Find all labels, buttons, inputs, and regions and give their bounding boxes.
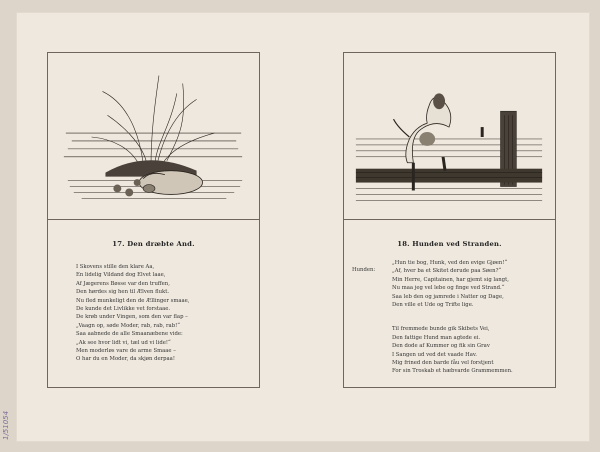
verse-line: „Af, hver ba et Skitet derude paa Søen?“ bbox=[392, 268, 502, 275]
inventory-mark: 1/51054 bbox=[2, 410, 10, 440]
verse-line: Nu fled munkeligt den de Ællinger smaae, bbox=[76, 297, 190, 304]
verse-line: O har du en Moder, da skjøn derpaa! bbox=[76, 356, 175, 363]
verse-line: Den ville et Ude og Trifte lige. bbox=[392, 301, 474, 308]
speaker-label: Hunden: bbox=[352, 267, 376, 273]
verse-line: For sin Troskab et hæbvarde Grammemmen. bbox=[392, 368, 513, 375]
dog-illustration bbox=[344, 53, 555, 220]
panel-dead-duck bbox=[47, 52, 260, 388]
verse-line: Men moderløs vare de arme Smaae – bbox=[76, 347, 176, 354]
verse-line: I Skovens stille den klare Aa, bbox=[76, 264, 155, 270]
print-sheet bbox=[16, 12, 590, 442]
poem-verse bbox=[76, 263, 190, 364]
verse-line: Saa aabnede de alle Smaanæbene vide: bbox=[76, 331, 183, 338]
verse-line: Saa leb den og jamrede i Natter og Dage, bbox=[392, 293, 504, 300]
verse-line: „Vaagn op, søde Moder, rab, rab, rab!“ bbox=[76, 322, 180, 329]
dog-engraving bbox=[344, 53, 555, 219]
verse-line: „Ak see hvor lidt vi, tæl ud vi lide!“ bbox=[76, 339, 171, 346]
poem-dog-shore bbox=[344, 219, 555, 389]
poem-title: 18. Hunden ved Stranden. bbox=[397, 240, 502, 248]
panel-dog-shore bbox=[343, 52, 556, 388]
verse-line: Mig frined den barde fåu vel forstjent bbox=[392, 359, 494, 366]
verse-line: De krøb under Vingen, som den var flap – bbox=[76, 314, 188, 321]
poem-title: 17. Den dræbte And. bbox=[112, 240, 195, 248]
verse-line: Af Jægerens Bøsse var den truffen, bbox=[76, 280, 170, 287]
poem-verse bbox=[392, 259, 513, 376]
duck-illustration bbox=[48, 53, 259, 220]
verse-line: Nu maa jeg vel lebe og finge ved Strand.“ bbox=[392, 285, 505, 292]
verse-line: „Hun tie bog, Hunk, ved den evige Gjøen!“ bbox=[392, 260, 508, 266]
verse-line: Min Herre, Capitainen, har gjemt sig langt, bbox=[392, 276, 509, 283]
verse-line: De kunde det Livlikke vet forstaae. bbox=[76, 305, 171, 312]
verse-line: Den fattige Hund man agtede ei. bbox=[392, 334, 481, 341]
stanza-gap bbox=[392, 309, 513, 325]
verse-line: Til fremmede bunde gik Skibets Vei, bbox=[392, 326, 490, 333]
verse-line: Den hørdes sig hen til Ælven flukt. bbox=[76, 289, 170, 296]
poem-dead-duck bbox=[48, 219, 259, 389]
verse-line: I Sangen ud ved det vaade Hav. bbox=[392, 351, 477, 358]
verse-line: Den dode af Kummer og fik sin Grav bbox=[392, 343, 490, 350]
duck-engraving bbox=[48, 53, 259, 219]
verse-line: En lidelig Vildand dog Elvet laae, bbox=[76, 272, 166, 279]
